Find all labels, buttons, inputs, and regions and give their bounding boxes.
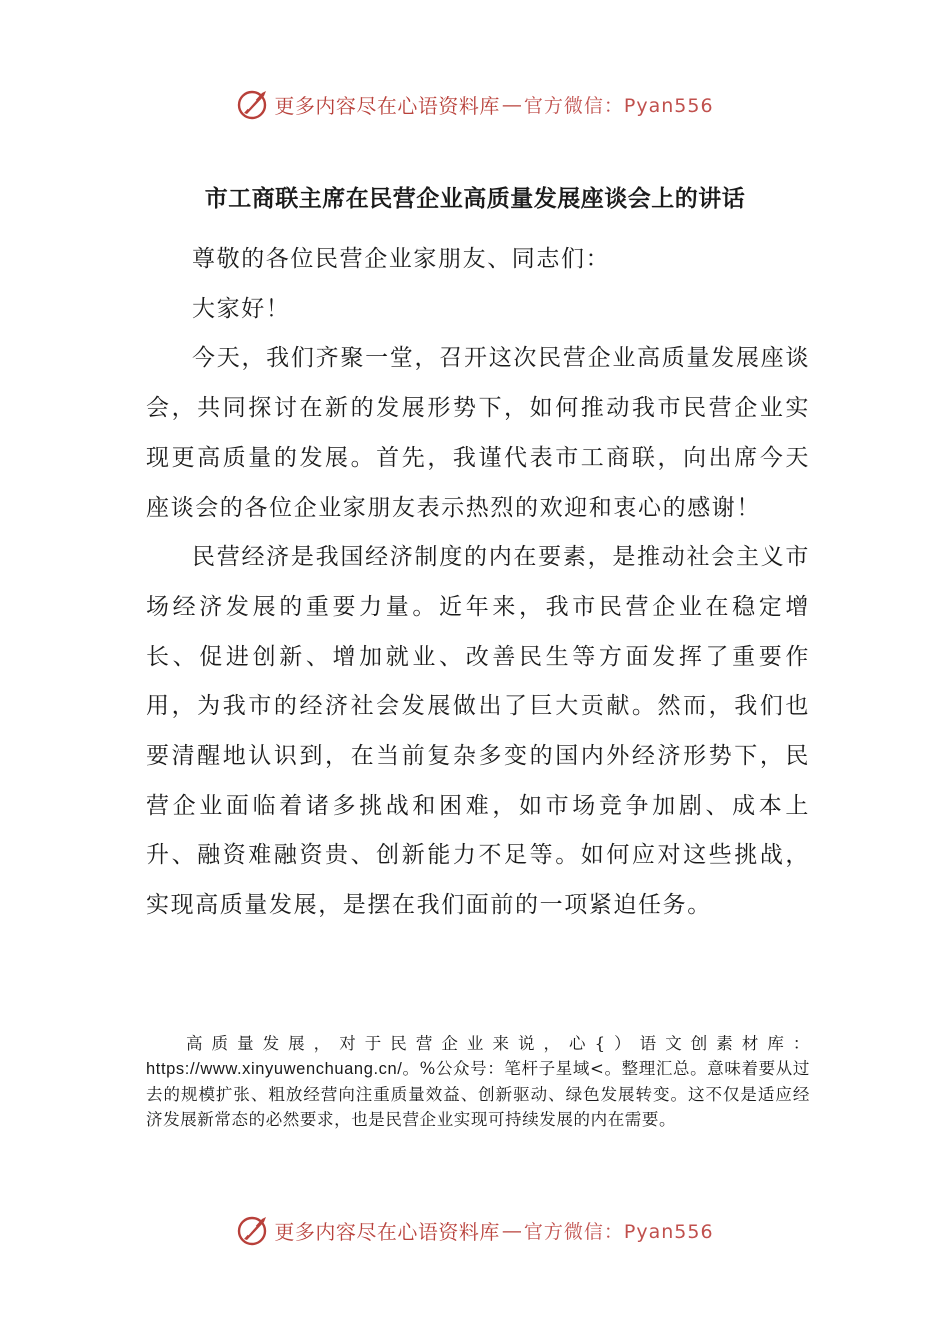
library-text: 更多内容尽在心语资料库	[274, 1219, 500, 1244]
document-body	[146, 235, 810, 931]
note-text-after: 。%公众号：笔杆子星域<。整理汇总。意味着要从过去的规模扩张、粗放经营向注重质量效益、创新驱动、绿色发展转变。这不仅是适应经济发展新常态的必然要求，也是民营企业实现可持续发展的内在需要。	[146, 1059, 810, 1129]
paragraph: 民营经济是我国经济制度的内在要素，是推动社会主义市场经济发展的重要力量。近年来，我市民营企业在稳定增长、促进创新、增加就业、改善民生等方面发挥了重要作用，为我市的经济社会发展做出了巨大贡献。然而，我们也要清醒地认识到，在当前复杂多变的国内外经济形势下，民营企业面临着诸多挑战和困难，如市场竞争加剧、成本上升、融资难融资贵、创新能力不足等。如何应对这些挑战，实现高质量发展，是摆在我们面前的一项紧迫任务。	[146, 544, 810, 919]
wechat-text: 官方微信：Pyan556	[523, 1220, 714, 1243]
greeting: 大家好！	[192, 295, 291, 322]
banner-separator: —	[501, 1218, 522, 1242]
quill-logo-icon	[236, 87, 270, 121]
quill-logo-icon	[236, 1213, 270, 1247]
footer-banner	[0, 1210, 950, 1250]
banner-separator: —	[501, 92, 522, 116]
library-text: 更多内容尽在心语资料库	[274, 93, 500, 118]
note-text-before: 高质量发展，对于民营企业来说，心{）语文创素材库：	[186, 1034, 810, 1053]
wechat-text: 官方微信：Pyan556	[523, 94, 714, 117]
note-text	[146, 1031, 810, 1132]
note-url: https://www.xinyuwenchuang.cn/	[146, 1060, 403, 1078]
paragraph: 今天，我们齐聚一堂，召开这次民营企业高质量发展座谈会，共同探讨在新的发展形势下，如何推动我市民营企业实现更高质量的发展。首先，我谨代表市工商联，向出席今天座谈会的各位企业家朋友表示热烈的欢迎和衷心的感谢！	[146, 345, 810, 521]
footnote-paragraph	[146, 1031, 810, 1132]
salutation: 尊敬的各位民营企业家朋友、同志们：	[192, 246, 611, 272]
header-banner	[0, 84, 950, 124]
document-title: 市工商联主席在民营企业高质量发展座谈会上的讲话	[204, 185, 746, 212]
